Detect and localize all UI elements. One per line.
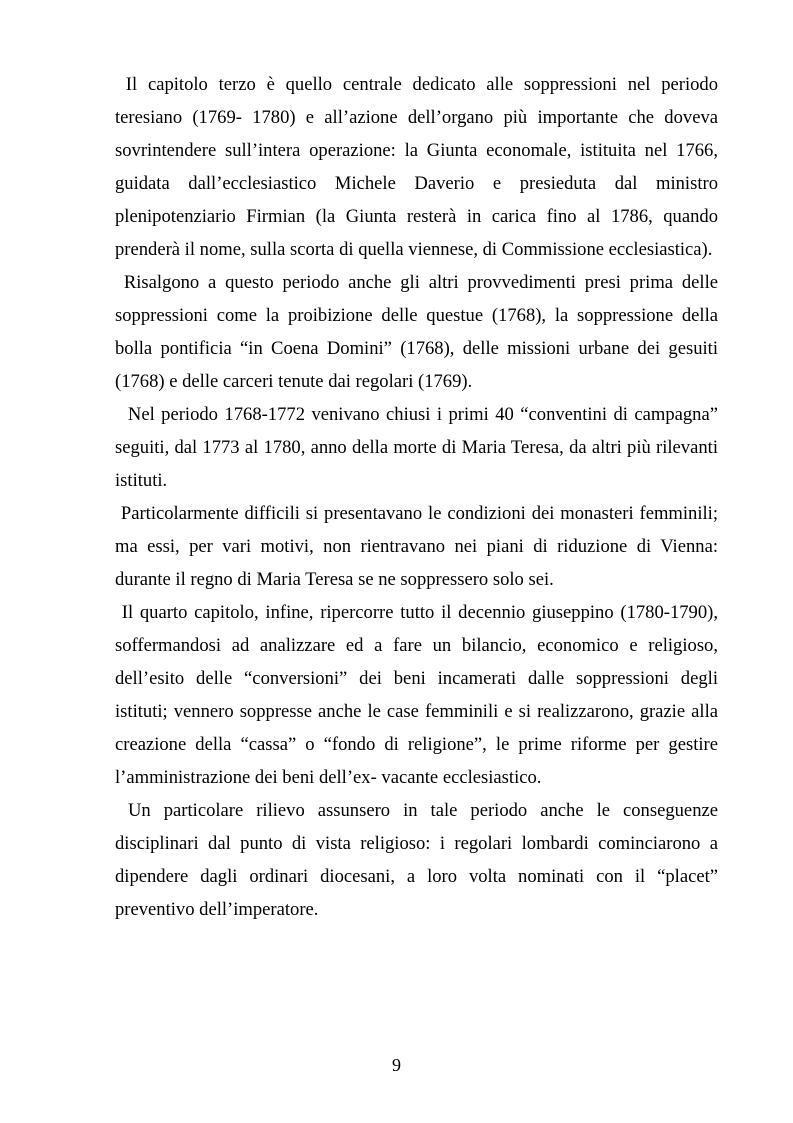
text-line: istituti; vennero soppresse anche le case femminili e si realizzarono, grazie alla — [115, 701, 718, 722]
text-line: prenderà il nome, sulla scorta di quella viennese, di Commissione ecclesiastica). — [115, 239, 713, 260]
text-line: Particolarmente difficili si presentavano le condizioni dei monasteri femminili; — [115, 503, 718, 524]
text-line: teresiano (1769- 1780) e all’azione dell’organo più importante che doveva — [115, 107, 718, 128]
text-line: istituti. — [115, 470, 168, 491]
text-line: plenipotenziario Firmian (la Giunta resterà in carica fino al 1786, quando — [115, 206, 718, 227]
text-line: seguiti, dal 1773 al 1780, anno della morte di Maria Teresa, da altri più rilevanti — [115, 437, 718, 458]
text-line: durante il regno di Maria Teresa se ne soppressero solo sei. — [115, 569, 554, 590]
text-line: soppressioni come la proibizione delle questue (1768), la soppressione della — [115, 305, 718, 326]
text-line: Il quarto capitolo, infine, ripercorre tutto il decennio giuseppino (1780-1790), — [115, 602, 718, 623]
text-line: Risalgono a questo periodo anche gli altri provvedimenti presi prima delle — [115, 272, 718, 293]
text-line: bolla pontificia “in Coena Domini” (1768), delle missioni urbane dei gesuiti — [115, 338, 718, 359]
text-line: dell’esito delle “conversioni” dei beni incamerati dalle soppressioni degli — [115, 668, 718, 689]
text-line: l’amministrazione dei beni dell’ex- vacante ecclesiastico. — [115, 767, 542, 788]
text-line: preventivo dell’imperatore. — [115, 899, 319, 920]
text-line: Nel periodo 1768-1772 venivano chiusi i primi 40 “conventini di campagna” — [115, 404, 718, 425]
text-line: sovrintendere sull’intera operazione: la Giunta economale, istituita nel 1766, — [115, 140, 718, 161]
page-number: 9 — [392, 1055, 401, 1075]
paragraph — [115, 398, 718, 497]
text-line: creazione della “cassa” o “fondo di religione”, le prime riforme per gestire — [115, 734, 718, 755]
text-line: soffermandosi ad analizzare ed a fare un bilancio, economico e religioso, — [115, 635, 718, 656]
text-line: ma essi, per vari motivi, non rientravano nei piani di riduzione di Vienna: — [115, 536, 718, 557]
body-text — [115, 68, 718, 926]
text-line: Un particolare rilievo assunsero in tale periodo anche le conseguenze — [115, 800, 718, 821]
paragraph — [115, 596, 718, 794]
paragraph — [115, 497, 718, 596]
paragraph — [115, 794, 718, 926]
paragraph — [115, 266, 718, 398]
paragraph — [115, 68, 718, 266]
text-line: Il capitolo terzo è quello centrale dedicato alle soppressioni nel periodo — [115, 74, 718, 95]
text-line: guidata dall’ecclesiastico Michele Daverio e presieduta dal ministro — [115, 173, 718, 194]
text-line: dipendere dagli ordinari diocesani, a loro volta nominati con il “placet” — [115, 866, 718, 887]
text-line: disciplinari dal punto di vista religioso: i regolari lombardi cominciarono a — [115, 833, 718, 854]
text-line: (1768) e delle carceri tenute dai regolari (1769). — [115, 371, 473, 392]
